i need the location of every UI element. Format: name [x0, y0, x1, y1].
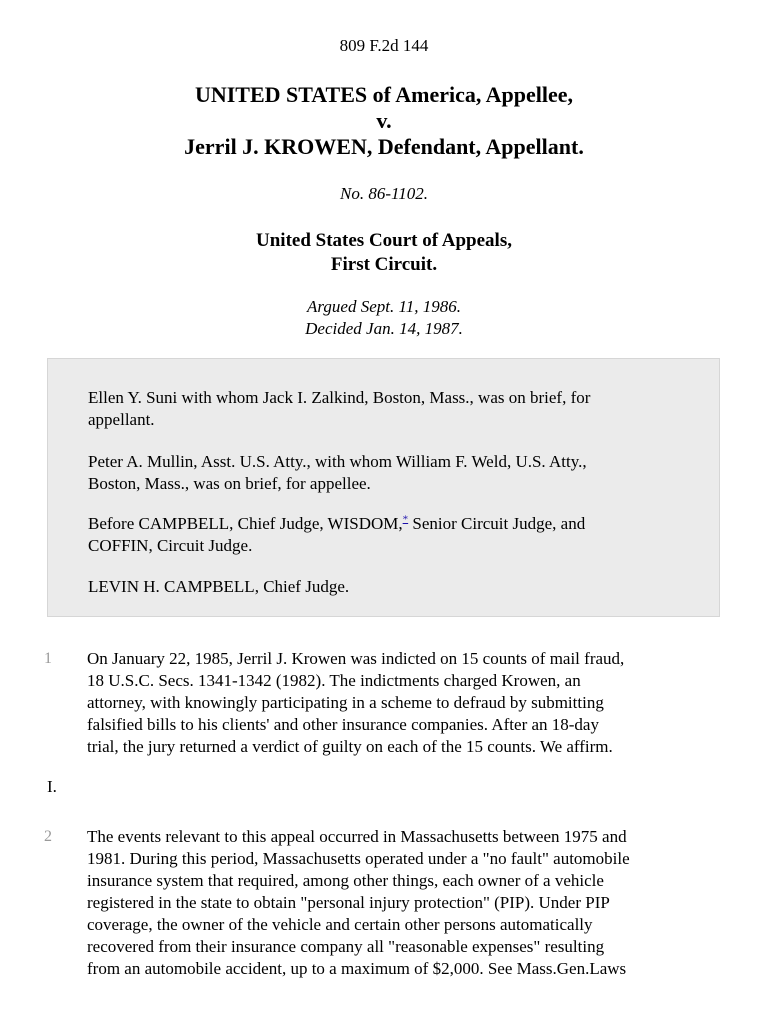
paragraph-line: trial, the jury returned a verdict of guilty on each of the 15 counts. We affirm. — [87, 737, 613, 756]
paragraph-line: insurance system that required, among other things, each owner of a vehicle — [87, 871, 604, 890]
panel-judges-line — [88, 513, 688, 535]
appellee-party: UNITED STATES of America, Appellee, — [194, 82, 574, 107]
counsel-box — [47, 358, 720, 617]
panel-text: Senior Circuit Judge, and — [408, 514, 586, 533]
paragraph-line: 1981. During this period, Massachusetts operated under a "no fault" automobile — [87, 849, 630, 868]
court-name — [0, 229, 768, 277]
versus: v. — [376, 108, 392, 133]
panel-judges-line: COFFIN, Circuit Judge. — [88, 536, 253, 555]
case-citation: 809 F.2d 144 — [339, 36, 429, 55]
appellant-party: Jerril J. KROWEN, Defendant, Appellant. — [184, 134, 584, 159]
paragraph-line: attorney, with knowingly participating in a scheme to defraud by submitting — [87, 693, 604, 712]
appellee-counsel — [88, 451, 688, 495]
opinion-paragraph — [87, 648, 727, 758]
opinion-paragraph — [87, 826, 727, 980]
paragraph-line: On January 22, 1985, Jerril J. Krowen was indicted on 15 counts of mail fraud, — [87, 649, 625, 668]
case-parties — [0, 82, 768, 160]
paragraph-line: falsified bills to his clients' and other insurance companies. After an 18-day — [87, 715, 599, 734]
panel-judges — [88, 513, 688, 557]
appellant-counsel-line: appellant. — [88, 410, 155, 429]
paragraph-line: from an automobile accident, up to a maximum of $2,000. See Mass.Gen.Laws — [87, 959, 627, 978]
paragraph-line: coverage, the owner of the vehicle and certain other persons automatically — [87, 915, 593, 934]
paragraph-number: 2 — [44, 828, 52, 845]
paragraph-number: 1 — [44, 650, 52, 667]
paragraph-line: 18 U.S.C. Secs. 1341-1342 (1982). The indictments charged Krowen, an — [87, 671, 581, 690]
appellee-counsel-line: Peter A. Mullin, Asst. U.S. Atty., with whom William F. Weld, U.S. Atty., — [88, 452, 587, 471]
appellant-counsel-line: Ellen Y. Suni with whom Jack I. Zalkind, Boston, Mass., was on brief, for — [88, 388, 591, 407]
opinion-author: LEVIN H. CAMPBELL, Chief Judge. — [88, 577, 350, 596]
decided-date: Decided Jan. 14, 1987. — [305, 319, 463, 338]
court-circuit-line: First Circuit. — [330, 254, 438, 275]
paragraph-line: registered in the state to obtain "personal injury protection" (PIP). Under PIP — [87, 893, 610, 912]
panel-text: Before CAMPBELL, Chief Judge, WISDOM, — [88, 514, 403, 533]
section-heading: I. — [47, 777, 57, 796]
paragraph-line: recovered from their insurance company all "reasonable expenses" resulting — [87, 937, 605, 956]
appellant-counsel — [88, 387, 688, 431]
case-dates — [0, 296, 768, 340]
court-name-line: United States Court of Appeals, — [256, 230, 512, 251]
footnote-link[interactable]: * — [402, 513, 409, 526]
argued-date: Argued Sept. 11, 1986. — [307, 297, 461, 316]
appellee-counsel-line: Boston, Mass., was on brief, for appellee. — [88, 474, 371, 493]
paragraph-line: The events relevant to this appeal occurred in Massachusetts between 1975 and — [87, 827, 627, 846]
docket-number: No. 86-1102. — [340, 184, 428, 203]
